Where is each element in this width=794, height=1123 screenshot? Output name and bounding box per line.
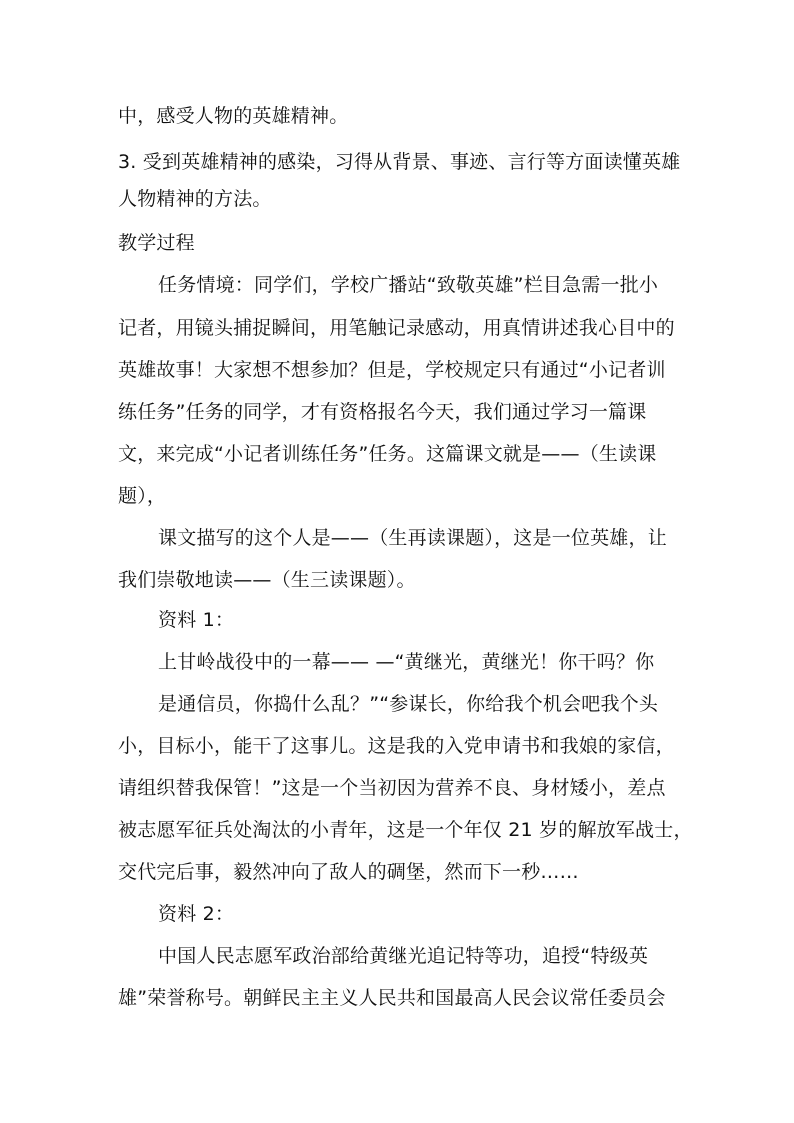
text-line: 练任务”任务的同学，才有资格报名今天，我们通过学习一篇课: [118, 401, 647, 423]
text-line: 记者，用镜头捕捉瞬间，用笔触记录感动，用真情讲述我心目中的: [118, 317, 675, 339]
text-line: 题），: [118, 485, 167, 507]
section-heading: 教学过程: [118, 232, 195, 254]
material-label: 资料 2：: [158, 903, 235, 925]
text-line: 雄”荣誉称号。朝鲜民主主义人民共和国最高人民会议常任委员会: [118, 987, 666, 1009]
text-line: 上甘岭战役中的一幕—— —“黄继光，黄继光！你干吗？你: [158, 651, 655, 673]
material-label: 资料 1：: [158, 609, 235, 631]
text-line: 人物精神的方法。: [118, 188, 272, 210]
text-line: 文，来完成“小记者训练任务”任务。这篇课文就是——（生读课: [118, 443, 657, 465]
text-line: 英雄故事！大家想不想参加？但是，学校规定只有通过“小记者训: [118, 359, 666, 381]
text-line: 交代完后事，毅然冲向了敌人的碉堡，然而下一秒……: [118, 861, 579, 883]
text-line: 3. 受到英雄精神的感染，习得从背景、事迹、言行等方面读懂英雄: [118, 151, 681, 173]
text-line: 小，目标小，能干了这事儿。这是我的入党申请书和我娘的家信，: [118, 735, 675, 757]
text-line: 是通信员，你捣什么乱？”“参谋长，你给我个机会吧我个头: [158, 693, 659, 715]
text-line: 课文描写的这个人是——（生再读课题），这是一位英雄，让: [158, 527, 667, 549]
text-line: 请组织替我保管！”这是一个当初因为营养不良、身材矮小，差点: [118, 777, 666, 799]
text-line: 中国人民志愿军政治部给黄继光追记特等功，追授“特级英: [158, 945, 649, 967]
text-line: 任务情境：同学们，学校广播站“致敬英雄”栏目急需一批小: [158, 274, 659, 296]
text-line: 我们崇敬地读——（生三读课题）。: [118, 569, 416, 591]
text-line: 中，感受人物的英雄精神。: [118, 105, 349, 127]
text-line: 被志愿军征兵处淘汰的小青年，这是一个年仅 21 岁的解放军战士，: [118, 819, 693, 841]
